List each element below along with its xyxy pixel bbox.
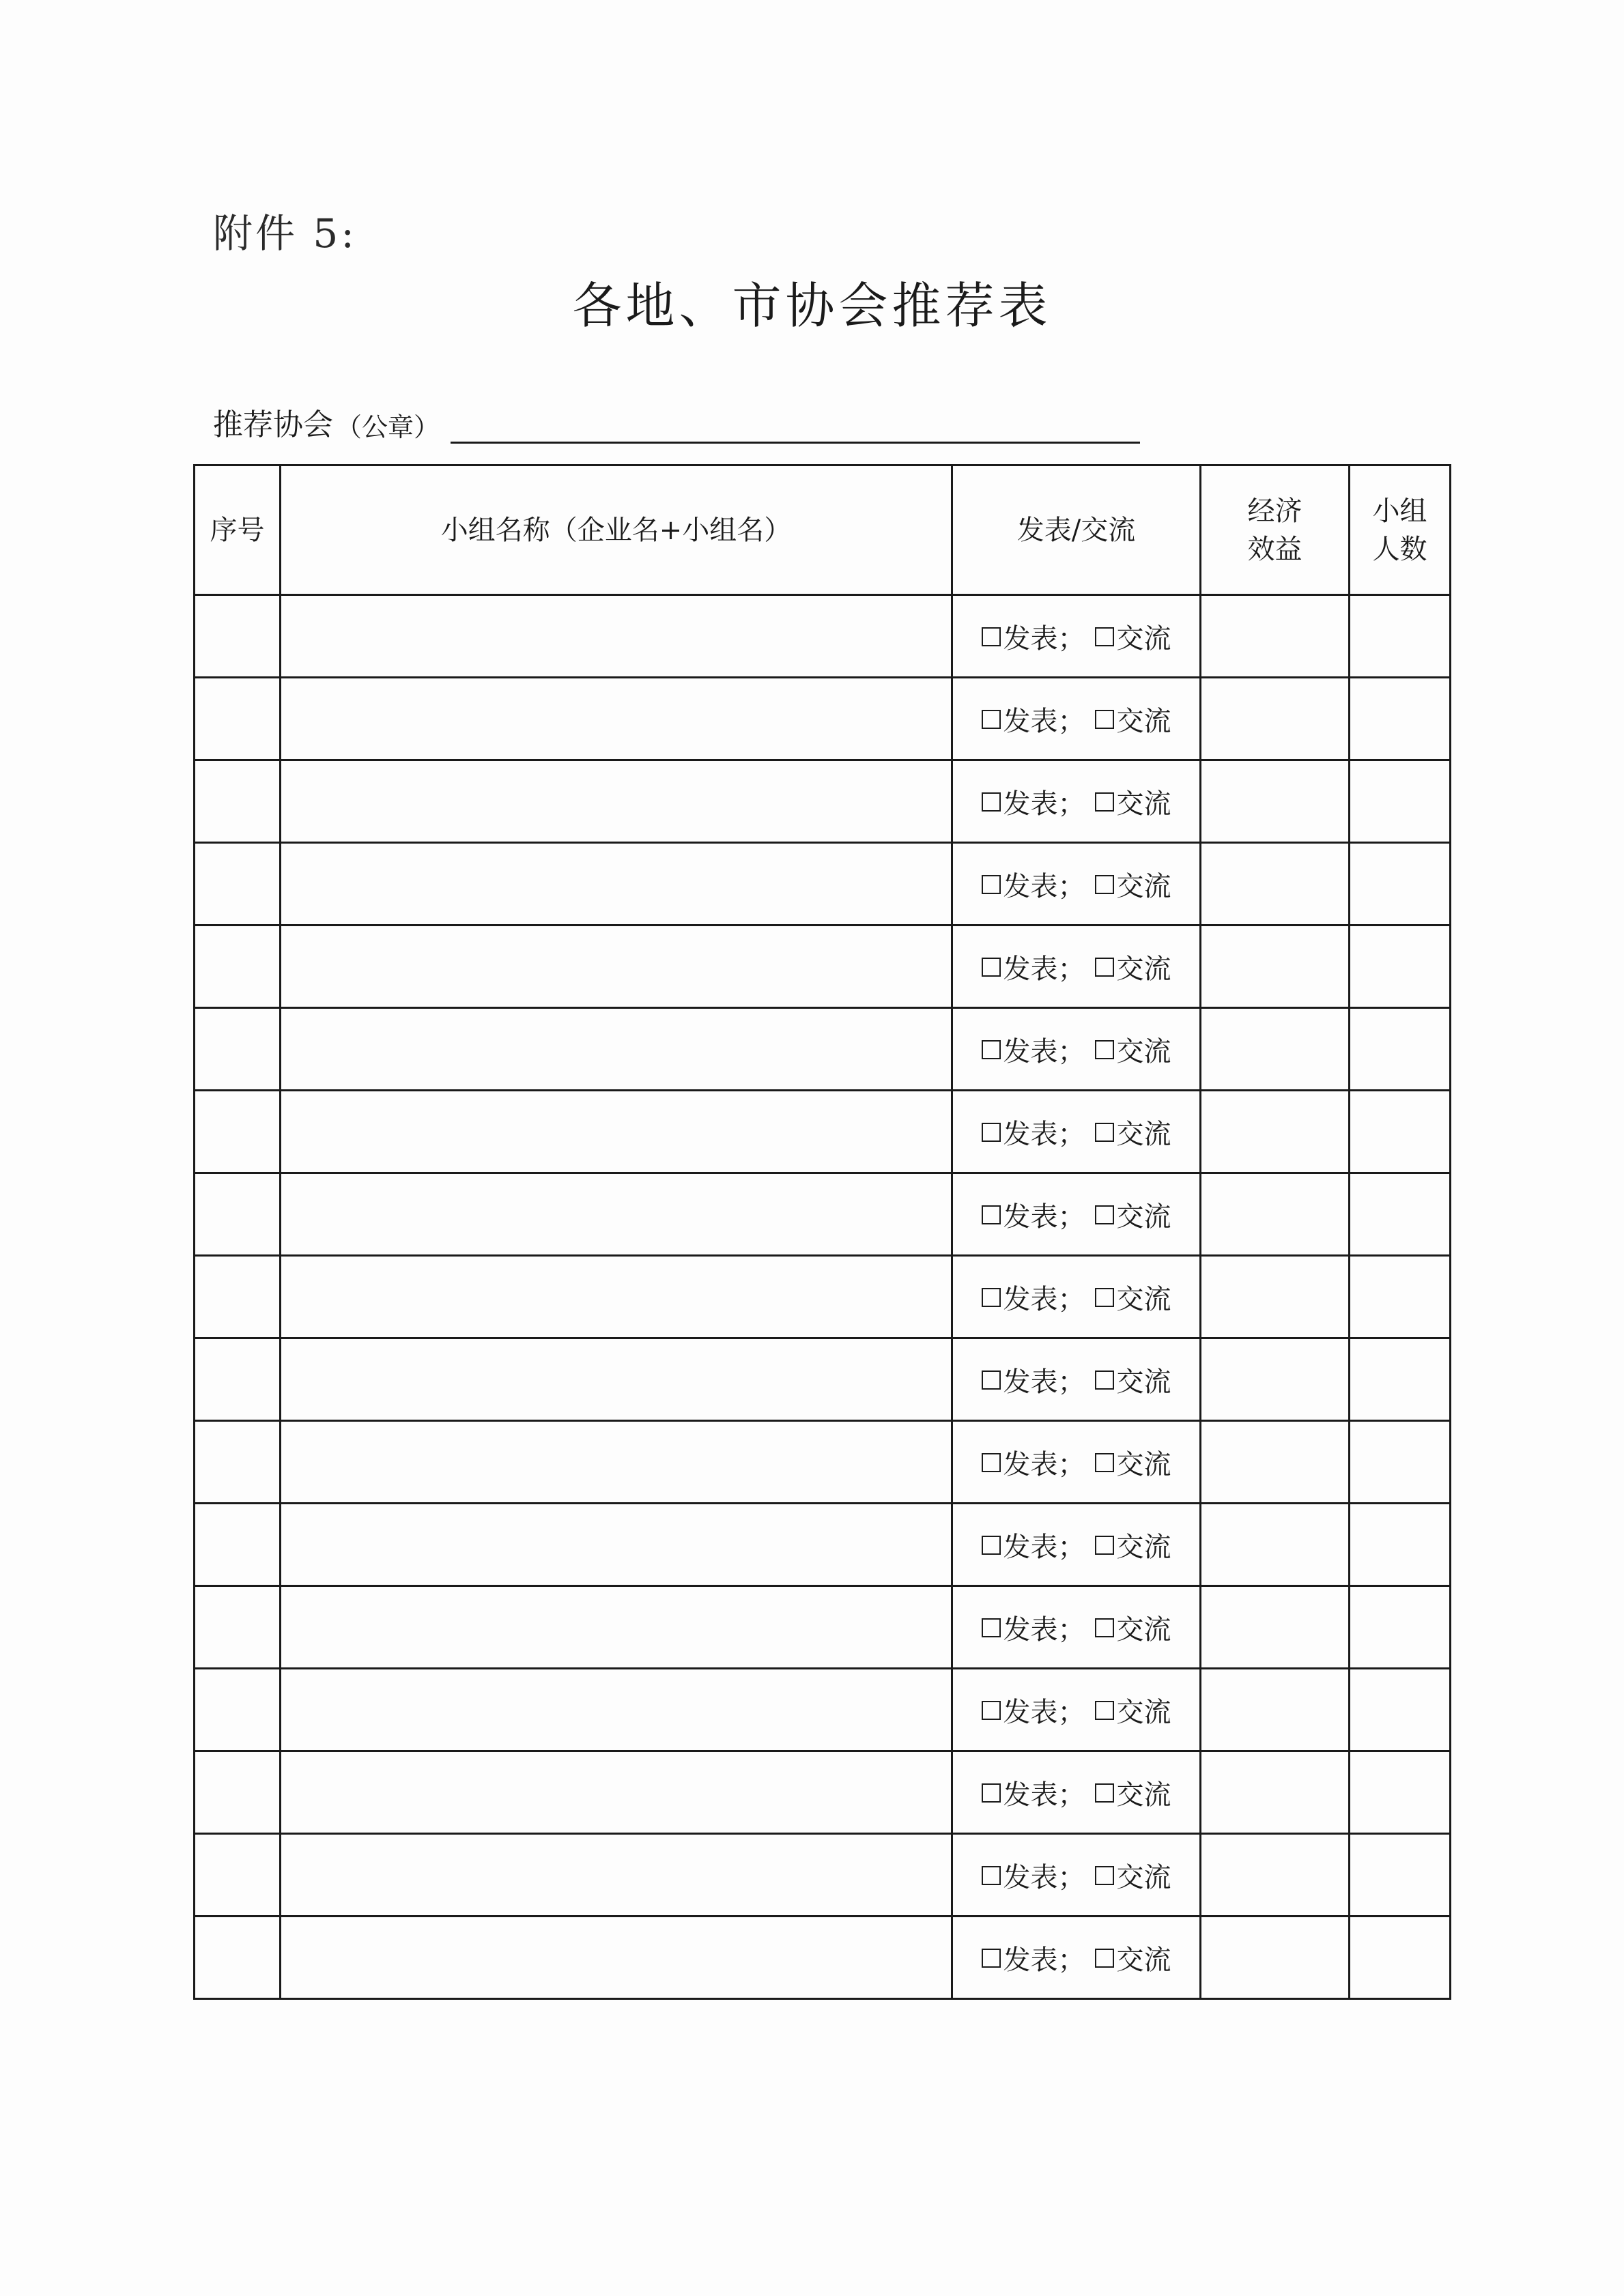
group-size-cell[interactable] [1350,678,1451,760]
publish-exchange-options [982,947,1171,986]
group-name-cell[interactable] [281,1338,952,1421]
publish-exchange-options [982,1608,1171,1647]
group-size-cell[interactable] [1350,1586,1451,1669]
economic-benefit-cell[interactable] [1201,1421,1350,1504]
seal-note: （公章） [336,412,440,442]
publish-exchange-options [982,1360,1171,1399]
publish-label: 发表 [1003,1283,1058,1315]
publish-exchange-cell [952,1091,1201,1173]
publish-checkbox[interactable] [982,958,1001,977]
serial-number-cell[interactable] [195,1421,281,1504]
exchange-label: 交流 [1116,1531,1171,1563]
option-separator: ； [1057,1779,1085,1811]
option-separator: ； [1057,1448,1085,1480]
economic-benefit-cell[interactable] [1201,678,1350,760]
group-name-cell[interactable] [281,1586,952,1669]
serial-number-cell[interactable] [195,1173,281,1256]
option-separator: ； [1057,870,1085,902]
option-separator: ； [1057,1035,1085,1067]
serial-number-cell[interactable] [195,678,281,760]
group-size-cell[interactable] [1350,1917,1451,1999]
publish-exchange-cell [952,760,1201,843]
publish-exchange-cell [952,1338,1201,1421]
economic-benefit-cell[interactable] [1201,843,1350,925]
exchange-checkbox[interactable] [1095,1123,1114,1142]
publish-exchange-cell [952,1586,1201,1669]
publish-label: 发表 [1003,1366,1058,1398]
recommender-row [213,396,1140,444]
table-row [195,843,1451,925]
table-row [195,1586,1451,1669]
table-row [195,1504,1451,1586]
serial-number-cell[interactable] [195,1834,281,1917]
table-row [195,1917,1451,1999]
option-separator: ； [1057,1283,1085,1315]
group-size-cell[interactable] [1350,1421,1451,1504]
table-row [195,1091,1451,1173]
recommender-label: 推荐协会 [213,407,333,442]
exchange-label: 交流 [1116,788,1171,820]
exchange-label: 交流 [1116,1283,1171,1315]
exchange-label: 交流 [1116,1613,1171,1646]
option-separator: ； [1057,1696,1085,1728]
publish-checkbox[interactable] [982,1536,1001,1555]
economic-benefit-cell[interactable] [1201,1091,1350,1173]
publish-checkbox[interactable] [982,1783,1001,1803]
serial-number-cell[interactable] [195,1586,281,1669]
publish-checkbox[interactable] [982,710,1001,729]
group-size-cell[interactable] [1350,1091,1451,1173]
table-row [195,1751,1451,1834]
publish-exchange-options [982,1443,1171,1482]
economic-benefit-cell[interactable] [1201,1834,1350,1917]
publish-label: 发表 [1003,1613,1058,1646]
recommender-input-line[interactable] [451,403,1140,444]
table-header-row [195,465,1451,595]
economic-benefit-cell[interactable] [1201,1504,1350,1586]
option-separator: ； [1057,1861,1085,1893]
serial-number-cell[interactable] [195,1669,281,1751]
group-name-cell[interactable] [281,1669,952,1751]
publish-checkbox[interactable] [982,1205,1001,1224]
publish-exchange-cell [952,925,1201,1008]
publish-checkbox[interactable] [982,1288,1001,1307]
exchange-label: 交流 [1116,1118,1171,1150]
exchange-label: 交流 [1116,1944,1171,1976]
group-size-cell[interactable] [1350,760,1451,843]
publish-checkbox[interactable] [982,792,1001,812]
publish-exchange-cell [952,1256,1201,1338]
publish-label: 发表 [1003,1201,1058,1233]
publish-exchange-cell [952,1917,1201,1999]
exchange-label: 交流 [1116,1861,1171,1893]
publish-exchange-cell [952,1008,1201,1091]
exchange-checkbox[interactable] [1095,1536,1114,1555]
group-name-cell[interactable] [281,1173,952,1256]
publish-exchange-options [982,1030,1171,1069]
recommendation-table [193,464,1451,2000]
economic-benefit-cell[interactable] [1201,1917,1350,1999]
exchange-checkbox[interactable] [1095,710,1114,729]
serial-number-cell[interactable] [195,595,281,678]
group-size-cell[interactable] [1350,925,1451,1008]
publish-exchange-options [982,1113,1171,1151]
option-separator: ； [1057,622,1085,655]
exchange-checkbox[interactable] [1095,1040,1114,1059]
publish-checkbox[interactable] [982,1701,1001,1720]
table-row [195,595,1451,678]
publish-exchange-options [982,782,1171,821]
publish-exchange-options [982,865,1171,904]
publish-exchange-options [982,1856,1171,1895]
publish-checkbox[interactable] [982,875,1001,894]
publish-exchange-cell [952,1173,1201,1256]
attachment-label: 附件 5: [213,210,357,257]
publish-checkbox[interactable] [982,627,1001,646]
publish-label: 发表 [1003,1118,1058,1150]
group-size-cell[interactable] [1350,1504,1451,1586]
publish-checkbox[interactable] [982,1866,1001,1885]
exchange-label: 交流 [1116,1779,1171,1811]
exchange-checkbox[interactable] [1095,1949,1114,1968]
publish-exchange-cell [952,1669,1201,1751]
publish-checkbox[interactable] [982,1949,1001,1968]
serial-number-cell[interactable] [195,1751,281,1834]
exchange-checkbox[interactable] [1095,1205,1114,1224]
exchange-checkbox[interactable] [1095,958,1114,977]
group-name-cell[interactable] [281,760,952,843]
group-name-cell[interactable] [281,925,952,1008]
publish-exchange-options [982,700,1171,738]
exchange-checkbox[interactable] [1095,875,1114,894]
publish-exchange-cell [952,1504,1201,1586]
group-size-cell[interactable] [1350,1008,1451,1091]
group-name-cell[interactable] [281,595,952,678]
economic-benefit-cell[interactable] [1201,1751,1350,1834]
table-row [195,1421,1451,1504]
publish-label: 发表 [1003,1531,1058,1563]
exchange-checkbox[interactable] [1095,627,1114,646]
option-separator: ； [1057,1613,1085,1646]
publish-exchange-cell [952,1421,1201,1504]
publish-exchange-cell [952,1751,1201,1834]
publish-label: 发表 [1003,1696,1058,1728]
exchange-checkbox[interactable] [1095,1618,1114,1637]
group-size-cell[interactable] [1350,843,1451,925]
economic-benefit-cell[interactable] [1201,1586,1350,1669]
exchange-label: 交流 [1116,1448,1171,1480]
option-separator: ； [1057,788,1085,820]
header-publish-exchange: 发表/交流 [952,465,1201,595]
group-name-cell[interactable] [281,843,952,925]
group-name-cell[interactable] [281,1917,952,1999]
exchange-label: 交流 [1116,1035,1171,1067]
option-separator: ； [1057,1366,1085,1398]
publish-label: 发表 [1003,953,1058,985]
publish-exchange-options [982,1691,1171,1730]
publish-label: 发表 [1003,1779,1058,1811]
exchange-checkbox[interactable] [1095,1453,1114,1472]
exchange-label: 交流 [1116,953,1171,985]
group-size-cell[interactable] [1350,1669,1451,1751]
exchange-checkbox[interactable] [1095,1866,1114,1885]
publish-exchange-cell [952,1834,1201,1917]
serial-number-cell[interactable] [195,1504,281,1586]
table-row [195,1008,1451,1091]
exchange-checkbox[interactable] [1095,792,1114,812]
group-name-cell[interactable] [281,1504,952,1586]
serial-number-cell[interactable] [195,925,281,1008]
header-group-size: 小组 人数 [1350,465,1451,595]
economic-benefit-cell[interactable] [1201,1008,1350,1091]
publish-exchange-cell [952,595,1201,678]
table-row [195,1834,1451,1917]
header-economic-benefit: 经济 效益 [1201,465,1350,595]
publish-label: 发表 [1003,1944,1058,1976]
exchange-label: 交流 [1116,1201,1171,1233]
table-row [195,678,1451,760]
economic-benefit-cell[interactable] [1201,760,1350,843]
publish-checkbox[interactable] [982,1040,1001,1059]
header-serial-number: 序号 [195,465,281,595]
group-size-cell[interactable] [1350,1834,1451,1917]
publish-label: 发表 [1003,1448,1058,1480]
table-row [195,760,1451,843]
table-row [195,1669,1451,1751]
serial-number-cell[interactable] [195,1091,281,1173]
serial-number-cell[interactable] [195,1256,281,1338]
publish-label: 发表 [1003,1861,1058,1893]
publish-label: 发表 [1003,622,1058,655]
exchange-checkbox[interactable] [1095,1371,1114,1390]
serial-number-cell[interactable] [195,1338,281,1421]
group-name-cell[interactable] [281,1008,952,1091]
page-title: 各地、市协会推荐表 [572,277,1052,334]
exchange-label: 交流 [1116,705,1171,737]
option-separator: ； [1057,953,1085,985]
table-row [195,1173,1451,1256]
option-separator: ； [1057,1944,1085,1976]
publish-checkbox[interactable] [982,1371,1001,1390]
serial-number-cell[interactable] [195,760,281,843]
exchange-checkbox[interactable] [1095,1783,1114,1803]
group-size-cell[interactable] [1350,1173,1451,1256]
table-row [195,925,1451,1008]
option-separator: ； [1057,705,1085,737]
economic-benefit-cell[interactable] [1201,595,1350,678]
publish-exchange-options [982,1278,1171,1317]
publish-exchange-cell [952,678,1201,760]
option-separator: ； [1057,1531,1085,1563]
serial-number-cell[interactable] [195,1917,281,1999]
group-name-cell[interactable] [281,1256,952,1338]
publish-exchange-options [982,1773,1171,1812]
exchange-label: 交流 [1116,1696,1171,1728]
table-row [195,1338,1451,1421]
publish-label: 发表 [1003,1035,1058,1067]
exchange-checkbox[interactable] [1095,1701,1114,1720]
group-name-cell[interactable] [281,1091,952,1173]
option-separator: ； [1057,1118,1085,1150]
exchange-label: 交流 [1116,870,1171,902]
table-body [195,595,1451,1999]
group-size-cell[interactable] [1350,1751,1451,1834]
table-row [195,1256,1451,1338]
publish-exchange-options [982,1525,1171,1564]
publish-label: 发表 [1003,870,1058,902]
group-name-cell[interactable] [281,1751,952,1834]
publish-label: 发表 [1003,705,1058,737]
serial-number-cell[interactable] [195,1008,281,1091]
option-separator: ； [1057,1201,1085,1233]
economic-benefit-cell[interactable] [1201,1669,1350,1751]
group-size-cell[interactable] [1350,595,1451,678]
exchange-label: 交流 [1116,1366,1171,1398]
group-name-cell[interactable] [281,1421,952,1504]
publish-checkbox[interactable] [982,1123,1001,1142]
header-group-name: 小组名称（企业名+小组名） [281,465,952,595]
group-name-cell[interactable] [281,678,952,760]
economic-benefit-cell[interactable] [1201,1256,1350,1338]
publish-exchange-cell [952,843,1201,925]
group-size-cell[interactable] [1350,1338,1451,1421]
group-name-cell[interactable] [281,1834,952,1917]
group-size-cell[interactable] [1350,1256,1451,1338]
publish-exchange-options [982,617,1171,656]
economic-benefit-cell[interactable] [1201,925,1350,1008]
economic-benefit-cell[interactable] [1201,1338,1350,1421]
publish-exchange-options [982,1938,1171,1977]
publish-checkbox[interactable] [982,1618,1001,1637]
exchange-label: 交流 [1116,622,1171,655]
publish-exchange-options [982,1195,1171,1234]
economic-benefit-cell[interactable] [1201,1173,1350,1256]
publish-checkbox[interactable] [982,1453,1001,1472]
publish-label: 发表 [1003,788,1058,820]
serial-number-cell[interactable] [195,843,281,925]
exchange-checkbox[interactable] [1095,1288,1114,1307]
